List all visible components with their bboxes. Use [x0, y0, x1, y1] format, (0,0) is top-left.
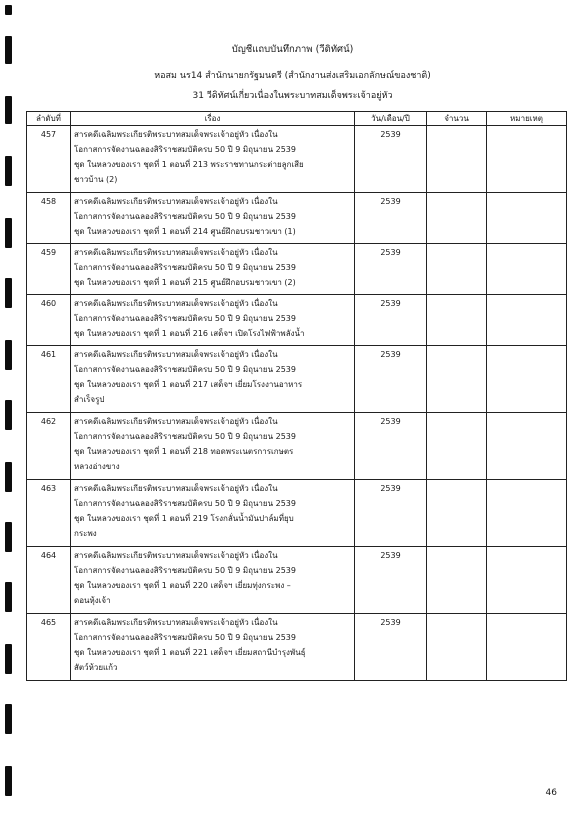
- binder-mark: [5, 340, 12, 370]
- record-title-line: โอกาสการจัดงานฉลองสิริราชสมบัติครบ 50 ปี 9 มิถุนายน 2539: [74, 263, 296, 272]
- page-number: 46: [545, 788, 557, 798]
- document-title: บัญชีแถบบันทึกภาพ (วีดิทัศน์): [231, 44, 354, 55]
- record-date: 2539: [355, 295, 427, 346]
- record-quantity: [427, 193, 487, 244]
- record-date: 2539: [355, 244, 427, 295]
- record-quantity: [427, 480, 487, 547]
- record-quantity: [427, 295, 487, 346]
- table-row: [27, 244, 567, 295]
- binder-mark: [5, 582, 12, 612]
- table-row: [27, 547, 567, 614]
- record-number: 464: [27, 547, 71, 614]
- record-title-line: สารคดีเฉลิมพระเกียรติพระบาทสมเด็จพระเจ้าอยู่หัว เนื่องใน: [74, 551, 278, 560]
- record-table: [26, 111, 567, 681]
- record-remarks: [487, 413, 567, 480]
- record-title-line: สารคดีเฉลิมพระเกียรติพระบาทสมเด็จพระเจ้าอยู่หัว เนื่องใน: [74, 484, 278, 493]
- record-title-line: สารคดีเฉลิมพระเกียรติพระบาทสมเด็จพระเจ้าอยู่หัว เนื่องใน: [74, 618, 278, 627]
- record-title-line: หลวงอ่างขาง: [74, 462, 120, 471]
- table-row: [27, 126, 567, 193]
- record-title-line: สารคดีเฉลิมพระเกียรติพระบาทสมเด็จพระเจ้าอยู่หัว เนื่องใน: [74, 299, 278, 308]
- record-remarks: [487, 126, 567, 193]
- binder-mark: [5, 156, 12, 186]
- binder-mark: [5, 218, 12, 248]
- binder-mark: [5, 522, 12, 552]
- record-remarks: [487, 244, 567, 295]
- record-title-line: ชุด ในหลวงของเรา ชุดที่ 1 ตอนที่ 217 เสด็จฯ เยี่ยมโรงงานอาหาร: [74, 380, 303, 389]
- record-number: 462: [27, 413, 71, 480]
- binder-mark: [5, 766, 12, 796]
- binder-mark: [5, 644, 12, 674]
- record-quantity: [427, 614, 487, 681]
- record-number: 463: [27, 480, 71, 547]
- record-title-line: โอกาสการจัดงานฉลองสิริราชสมบัติครบ 50 ปี 9 มิถุนายน 2539: [74, 365, 296, 374]
- record-title-line: สารคดีเฉลิมพระเกียรติพระบาทสมเด็จพระเจ้าอยู่หัว เนื่องใน: [74, 130, 278, 139]
- record-title-line: โอกาสการจัดงานฉลองสิริราชสมบัติครบ 50 ปี 9 มิถุนายน 2539: [74, 314, 296, 323]
- column-header-number: ลำดับที่: [27, 112, 71, 126]
- record-remarks: [487, 614, 567, 681]
- record-number: 460: [27, 295, 71, 346]
- column-header-title: เรื่อง: [71, 112, 355, 126]
- record-date: 2539: [355, 126, 427, 193]
- record-title-line: โอกาสการจัดงานฉลองสิริราชสมบัติครบ 50 ปี 9 มิถุนายน 2539: [74, 633, 296, 642]
- table-row: [27, 295, 567, 346]
- record-remarks: [487, 547, 567, 614]
- record-title-line: ชุด ในหลวงของเรา ชุดที่ 1 ตอนที่ 221 เสด็จฯ เยี่ยมสถานีบำรุงพันธุ์: [74, 648, 306, 657]
- record-title-line: ชุด ในหลวงของเรา ชุดที่ 1 ตอนที่ 215 ศูนย์ฝึกอบรมชาวเขา (2): [74, 278, 296, 287]
- record-title-line: ชุด ในหลวงของเรา ชุดที่ 1 ตอนที่ 218 ทอดพระเนตรการเกษตร: [74, 447, 294, 456]
- record-title: [71, 614, 355, 681]
- record-title: [71, 413, 355, 480]
- record-quantity: [427, 244, 487, 295]
- record-title-line: ชุด ในหลวงของเรา ชุดที่ 1 ตอนที่ 220 เสด็จฯ เยี่ยมทุ่งกระพง –: [74, 581, 291, 590]
- record-number: 457: [27, 126, 71, 193]
- record-date: 2539: [355, 346, 427, 413]
- binder-mark: [5, 462, 12, 492]
- record-remarks: [487, 295, 567, 346]
- record-title-line: สารคดีเฉลิมพระเกียรติพระบาทสมเด็จพระเจ้าอยู่หัว เนื่องใน: [74, 350, 278, 359]
- column-header-remarks: หมายเหตุ: [487, 112, 567, 126]
- binder-mark: [5, 278, 12, 308]
- record-title-line: สัตว์ห้วยแก้ว: [74, 663, 118, 672]
- record-title-line: สารคดีเฉลิมพระเกียรติพระบาทสมเด็จพระเจ้าอยู่หัว เนื่องใน: [74, 248, 278, 257]
- record-date: 2539: [355, 413, 427, 480]
- record-title-line: สำเร็จรูป: [74, 395, 105, 404]
- table-header-row: [27, 112, 567, 126]
- record-title-line: โอกาสการจัดงานฉลองสิริราชสมบัติครบ 50 ปี 9 มิถุนายน 2539: [74, 566, 296, 575]
- record-date: 2539: [355, 193, 427, 244]
- record-title-line: โอกาสการจัดงานฉลองสิริราชสมบัติครบ 50 ปี 9 มิถุนายน 2539: [74, 212, 296, 221]
- record-title-line: โอกาสการจัดงานฉลองสิริราชสมบัติครบ 50 ปี 9 มิถุนายน 2539: [74, 432, 296, 441]
- record-title-line: ดอนหุ้งเจ้า: [74, 596, 111, 605]
- record-quantity: [427, 126, 487, 193]
- record-title: [71, 244, 355, 295]
- table-row: [27, 346, 567, 413]
- record-title-line: ชาวบ้าน (2): [74, 175, 118, 184]
- binder-mark: [5, 5, 12, 15]
- table-row: [27, 480, 567, 547]
- record-title: [71, 295, 355, 346]
- record-number: 461: [27, 346, 71, 413]
- record-title-line: สารคดีเฉลิมพระเกียรติพระบาทสมเด็จพระเจ้าอยู่หัว เนื่องใน: [74, 417, 278, 426]
- record-title: [71, 193, 355, 244]
- series-heading: 31 วีดิทัศน์เกี่ยวเนื่องในพระบาทสมเด็จพระเจ้าอยู่หัว: [192, 91, 393, 101]
- record-title-line: สารคดีเฉลิมพระเกียรติพระบาทสมเด็จพระเจ้าอยู่หัว เนื่องใน: [74, 197, 278, 206]
- table-row: [27, 413, 567, 480]
- table-row: [27, 193, 567, 244]
- record-number: 458: [27, 193, 71, 244]
- record-title: [71, 547, 355, 614]
- record-title-line: ชุด ในหลวงของเรา ชุดที่ 1 ตอนที่ 214 ศูนย์ฝึกอบรมชาวเขา (1): [74, 227, 296, 236]
- record-title-line: ชุด ในหลวงของเรา ชุดที่ 1 ตอนที่ 219 โรงกลั่นน้ำมันปาล์มที่ยุบ: [74, 514, 294, 523]
- record-quantity: [427, 346, 487, 413]
- record-remarks: [487, 346, 567, 413]
- record-title-line: กระพง: [74, 529, 97, 538]
- record-date: 2539: [355, 614, 427, 681]
- column-header-quantity: จำนวน: [427, 112, 487, 126]
- collection-heading: หอสม นร14 สำนักนายกรัฐมนตรี (สำนักงานส่งเสริมเอกลักษณ์ของชาติ): [154, 71, 431, 81]
- record-title-line: โอกาสการจัดงานฉลองสิริราชสมบัติครบ 50 ปี 9 มิถุนายน 2539: [74, 145, 296, 154]
- record-number: 465: [27, 614, 71, 681]
- record-remarks: [487, 480, 567, 547]
- record-remarks: [487, 193, 567, 244]
- binder-mark: [5, 400, 12, 430]
- record-number: 459: [27, 244, 71, 295]
- record-date: 2539: [355, 480, 427, 547]
- record-title-line: ชุด ในหลวงของเรา ชุดที่ 1 ตอนที่ 216 เสด็จฯ เปิดโรงไฟฟ้าพลังน้ำ: [74, 329, 305, 338]
- record-title: [71, 126, 355, 193]
- binder-mark: [5, 704, 12, 734]
- column-header-date: วัน/เดือน/ปี: [355, 112, 427, 126]
- record-date: 2539: [355, 547, 427, 614]
- record-quantity: [427, 547, 487, 614]
- record-title-line: โอกาสการจัดงานฉลองสิริราชสมบัติครบ 50 ปี 9 มิถุนายน 2539: [74, 499, 296, 508]
- record-title: [71, 346, 355, 413]
- table-row: [27, 614, 567, 681]
- record-title-line: ชุด ในหลวงของเรา ชุดที่ 1 ตอนที่ 213 พระราชทานกระต่ายลูกเสีย: [74, 160, 304, 169]
- record-title: [71, 480, 355, 547]
- record-quantity: [427, 413, 487, 480]
